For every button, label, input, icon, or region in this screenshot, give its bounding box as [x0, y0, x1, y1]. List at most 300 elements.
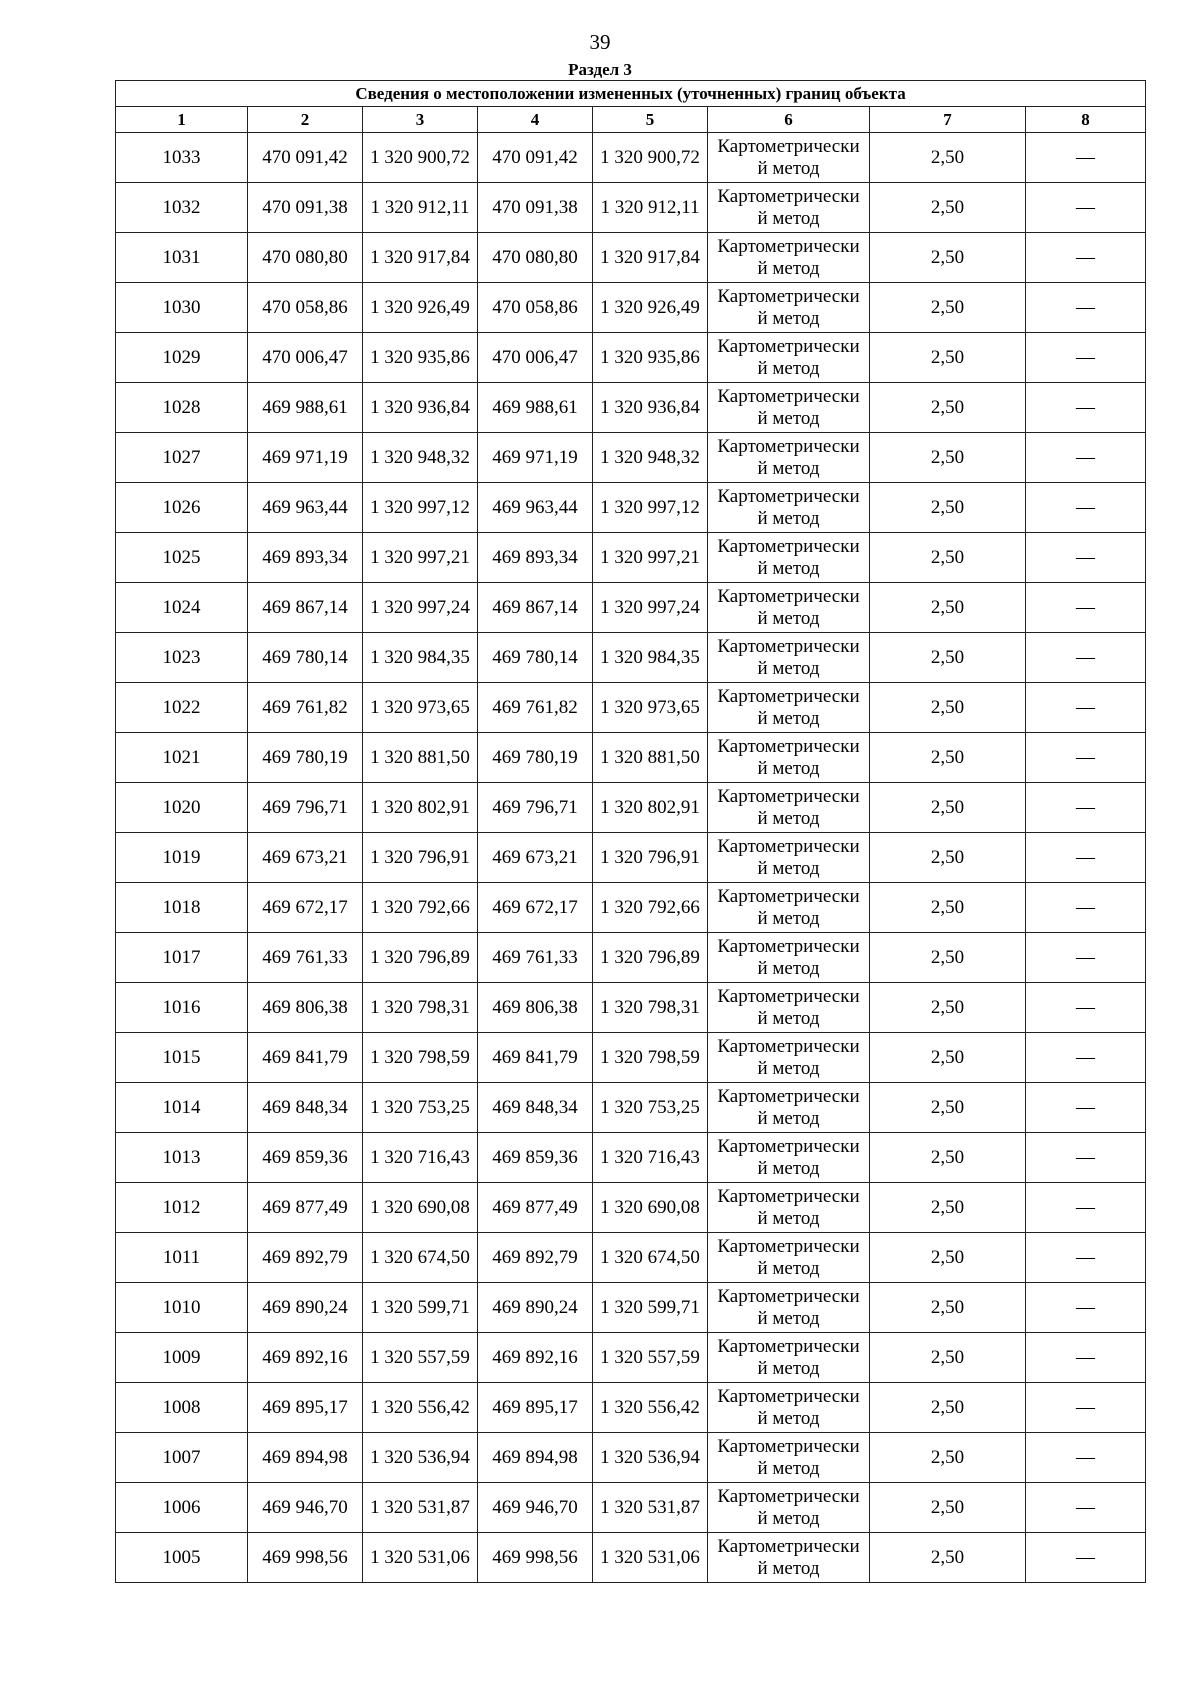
- point-number-cell: 1030: [116, 283, 248, 333]
- method-line-1: Картометрически: [717, 635, 860, 657]
- y-coord-old-cell: 1 320 912,11: [363, 183, 478, 233]
- point-number-cell: 1028: [116, 383, 248, 433]
- table-row: [116, 983, 1146, 1033]
- point-number-cell: 1005: [116, 1533, 248, 1583]
- column-8-cell: —: [1026, 383, 1146, 433]
- column-8-cell: —: [1026, 1433, 1146, 1483]
- column-number-2: 2: [248, 107, 363, 133]
- method-line-1: Картометрически: [717, 1035, 860, 1057]
- accuracy-cell: 2,50: [870, 1283, 1026, 1333]
- point-number-cell: 1022: [116, 683, 248, 733]
- accuracy-cell: 2,50: [870, 183, 1026, 233]
- x-coord-new-cell: 469 998,56: [478, 1533, 593, 1583]
- method-line-2: й метод: [757, 957, 820, 979]
- accuracy-cell: 2,50: [870, 233, 1026, 283]
- y-coord-old-cell: 1 320 753,25: [363, 1083, 478, 1133]
- method-line-1: Картометрически: [717, 335, 860, 357]
- accuracy-cell: 2,50: [870, 633, 1026, 683]
- method-cell: [708, 1433, 870, 1483]
- x-coord-old-cell: 469 673,21: [248, 833, 363, 883]
- table-row: [116, 1533, 1146, 1583]
- column-8-cell: —: [1026, 633, 1146, 683]
- x-coord-old-cell: 469 998,56: [248, 1533, 363, 1583]
- table-row: [116, 683, 1146, 733]
- method-line-1: Картометрически: [717, 1085, 860, 1107]
- method-line-1: Картометрически: [717, 1235, 860, 1257]
- table-row: [116, 1333, 1146, 1383]
- x-coord-new-cell: 469 890,24: [478, 1283, 593, 1333]
- y-coord-new-cell: 1 320 798,31: [593, 983, 708, 1033]
- accuracy-cell: 2,50: [870, 1033, 1026, 1083]
- method-line-1: Картометрически: [717, 1185, 860, 1207]
- accuracy-cell: 2,50: [870, 433, 1026, 483]
- method-line-1: Картометрически: [717, 1535, 860, 1557]
- point-number-cell: 1026: [116, 483, 248, 533]
- y-coord-old-cell: 1 320 716,43: [363, 1133, 478, 1183]
- method-cell: [708, 233, 870, 283]
- x-coord-old-cell: 469 806,38: [248, 983, 363, 1033]
- y-coord-old-cell: 1 320 674,50: [363, 1233, 478, 1283]
- method-cell: [708, 183, 870, 233]
- table-row: [116, 133, 1146, 183]
- column-8-cell: —: [1026, 783, 1146, 833]
- x-coord-new-cell: 470 080,80: [478, 233, 593, 283]
- method-line-2: й метод: [757, 357, 820, 379]
- column-8-cell: —: [1026, 733, 1146, 783]
- column-8-cell: —: [1026, 683, 1146, 733]
- y-coord-new-cell: 1 320 935,86: [593, 333, 708, 383]
- y-coord-old-cell: 1 320 556,42: [363, 1383, 478, 1433]
- point-number-cell: 1023: [116, 633, 248, 683]
- method-line-1: Картометрически: [717, 185, 860, 207]
- column-8-cell: —: [1026, 583, 1146, 633]
- x-coord-old-cell: 469 867,14: [248, 583, 363, 633]
- x-coord-new-cell: 469 894,98: [478, 1433, 593, 1483]
- y-coord-new-cell: 1 320 531,87: [593, 1483, 708, 1533]
- y-coord-old-cell: 1 320 936,84: [363, 383, 478, 433]
- x-coord-new-cell: 470 091,42: [478, 133, 593, 183]
- point-number-cell: 1017: [116, 933, 248, 983]
- column-8-cell: —: [1026, 1233, 1146, 1283]
- x-coord-old-cell: 469 761,82: [248, 683, 363, 733]
- accuracy-cell: 2,50: [870, 983, 1026, 1033]
- column-8-cell: —: [1026, 483, 1146, 533]
- method-line-1: Картометрически: [717, 1135, 860, 1157]
- y-coord-old-cell: 1 320 997,24: [363, 583, 478, 633]
- column-8-cell: —: [1026, 1033, 1146, 1083]
- x-coord-old-cell: 469 859,36: [248, 1133, 363, 1183]
- method-line-2: й метод: [757, 1457, 820, 1479]
- method-cell: [708, 733, 870, 783]
- y-coord-new-cell: 1 320 881,50: [593, 733, 708, 783]
- y-coord-old-cell: 1 320 798,59: [363, 1033, 478, 1083]
- method-cell: [708, 1133, 870, 1183]
- y-coord-old-cell: 1 320 531,06: [363, 1533, 478, 1583]
- column-8-cell: —: [1026, 1283, 1146, 1333]
- x-coord-old-cell: 469 971,19: [248, 433, 363, 483]
- accuracy-cell: 2,50: [870, 1133, 1026, 1183]
- x-coord-new-cell: 469 971,19: [478, 433, 593, 483]
- x-coord-old-cell: 469 841,79: [248, 1033, 363, 1083]
- point-number-cell: 1016: [116, 983, 248, 1033]
- method-line-2: й метод: [757, 507, 820, 529]
- y-coord-new-cell: 1 320 926,49: [593, 283, 708, 333]
- y-coord-old-cell: 1 320 984,35: [363, 633, 478, 683]
- y-coord-old-cell: 1 320 935,86: [363, 333, 478, 383]
- accuracy-cell: 2,50: [870, 383, 1026, 433]
- y-coord-new-cell: 1 320 936,84: [593, 383, 708, 433]
- method-line-2: й метод: [757, 457, 820, 479]
- method-line-1: Картометрически: [717, 485, 860, 507]
- method-cell: [708, 1183, 870, 1233]
- method-cell: [708, 533, 870, 583]
- point-number-cell: 1024: [116, 583, 248, 633]
- column-8-cell: —: [1026, 1133, 1146, 1183]
- column-8-cell: —: [1026, 983, 1146, 1033]
- point-number-cell: 1012: [116, 1183, 248, 1233]
- method-line-1: Картометрически: [717, 285, 860, 307]
- table-row: [116, 733, 1146, 783]
- page-number: 39: [589, 30, 611, 54]
- table-body: [116, 133, 1146, 1583]
- y-coord-old-cell: 1 320 997,21: [363, 533, 478, 583]
- y-coord-new-cell: 1 320 690,08: [593, 1183, 708, 1233]
- accuracy-cell: 2,50: [870, 933, 1026, 983]
- y-coord-new-cell: 1 320 796,91: [593, 833, 708, 883]
- y-coord-old-cell: 1 320 881,50: [363, 733, 478, 783]
- point-number-cell: 1033: [116, 133, 248, 183]
- y-coord-new-cell: 1 320 557,59: [593, 1333, 708, 1383]
- method-line-1: Картометрически: [717, 435, 860, 457]
- point-number-cell: 1027: [116, 433, 248, 483]
- y-coord-new-cell: 1 320 556,42: [593, 1383, 708, 1433]
- x-coord-new-cell: 469 867,14: [478, 583, 593, 633]
- y-coord-old-cell: 1 320 531,87: [363, 1483, 478, 1533]
- table-row: [116, 1383, 1146, 1433]
- method-line-1: Картометрически: [717, 1335, 860, 1357]
- x-coord-new-cell: 470 006,47: [478, 333, 593, 383]
- x-coord-new-cell: 469 893,34: [478, 533, 593, 583]
- y-coord-new-cell: 1 320 900,72: [593, 133, 708, 183]
- method-line-1: Картометрически: [717, 1385, 860, 1407]
- y-coord-old-cell: 1 320 690,08: [363, 1183, 478, 1233]
- column-8-cell: —: [1026, 333, 1146, 383]
- method-line-1: Картометрически: [717, 1285, 860, 1307]
- x-coord-old-cell: 469 848,34: [248, 1083, 363, 1133]
- column-8-cell: —: [1026, 183, 1146, 233]
- y-coord-new-cell: 1 320 912,11: [593, 183, 708, 233]
- method-line-1: Картометрически: [717, 785, 860, 807]
- accuracy-cell: 2,50: [870, 733, 1026, 783]
- method-cell: [708, 1533, 870, 1583]
- method-cell: [708, 283, 870, 333]
- method-line-2: й метод: [757, 207, 820, 229]
- method-cell: [708, 1083, 870, 1133]
- table-row: [116, 533, 1146, 583]
- method-line-1: Картометрически: [717, 1435, 860, 1457]
- method-line-1: Картометрически: [717, 135, 860, 157]
- accuracy-cell: 2,50: [870, 483, 1026, 533]
- method-cell: [708, 633, 870, 683]
- x-coord-new-cell: 469 761,33: [478, 933, 593, 983]
- y-coord-new-cell: 1 320 973,65: [593, 683, 708, 733]
- method-line-2: й метод: [757, 1107, 820, 1129]
- y-coord-old-cell: 1 320 796,91: [363, 833, 478, 883]
- table-row: [116, 333, 1146, 383]
- point-number-cell: 1013: [116, 1133, 248, 1183]
- method-line-2: й метод: [757, 157, 820, 179]
- table-row: [116, 1483, 1146, 1533]
- column-8-cell: —: [1026, 433, 1146, 483]
- x-coord-old-cell: 469 796,71: [248, 783, 363, 833]
- method-line-1: Картометрически: [717, 585, 860, 607]
- column-8-cell: —: [1026, 883, 1146, 933]
- method-cell: [708, 883, 870, 933]
- boundary-coordinates-table: [115, 80, 1146, 1583]
- column-8-cell: —: [1026, 833, 1146, 883]
- method-line-2: й метод: [757, 757, 820, 779]
- column-8-cell: —: [1026, 1383, 1146, 1433]
- y-coord-old-cell: 1 320 792,66: [363, 883, 478, 933]
- y-coord-old-cell: 1 320 973,65: [363, 683, 478, 733]
- column-8-cell: —: [1026, 533, 1146, 583]
- method-cell: [708, 1383, 870, 1433]
- method-line-1: Картометрически: [717, 1485, 860, 1507]
- y-coord-old-cell: 1 320 796,89: [363, 933, 478, 983]
- column-number-5: 5: [593, 107, 708, 133]
- accuracy-cell: 2,50: [870, 683, 1026, 733]
- y-coord-new-cell: 1 320 984,35: [593, 633, 708, 683]
- x-coord-old-cell: 469 946,70: [248, 1483, 363, 1533]
- method-line-1: Картометрически: [717, 885, 860, 907]
- x-coord-new-cell: 469 761,82: [478, 683, 593, 733]
- x-coord-old-cell: 469 672,17: [248, 883, 363, 933]
- table-row: [116, 1183, 1146, 1233]
- table-row: [116, 833, 1146, 883]
- x-coord-old-cell: 469 761,33: [248, 933, 363, 983]
- table-row: [116, 433, 1146, 483]
- accuracy-cell: 2,50: [870, 283, 1026, 333]
- column-8-cell: —: [1026, 1183, 1146, 1233]
- method-line-1: Картометрически: [717, 235, 860, 257]
- method-line-2: й метод: [757, 1357, 820, 1379]
- accuracy-cell: 2,50: [870, 783, 1026, 833]
- accuracy-cell: 2,50: [870, 133, 1026, 183]
- method-line-2: й метод: [757, 1257, 820, 1279]
- method-cell: [708, 983, 870, 1033]
- column-8-cell: —: [1026, 933, 1146, 983]
- point-number-cell: 1015: [116, 1033, 248, 1083]
- method-line-2: й метод: [757, 707, 820, 729]
- column-number-row: [116, 107, 1146, 133]
- x-coord-old-cell: 469 780,19: [248, 733, 363, 783]
- y-coord-new-cell: 1 320 997,21: [593, 533, 708, 583]
- accuracy-cell: 2,50: [870, 833, 1026, 883]
- method-line-2: й метод: [757, 907, 820, 929]
- y-coord-old-cell: 1 320 917,84: [363, 233, 478, 283]
- y-coord-new-cell: 1 320 802,91: [593, 783, 708, 833]
- point-number-cell: 1011: [116, 1233, 248, 1283]
- method-line-1: Картометрически: [717, 935, 860, 957]
- x-coord-new-cell: 469 796,71: [478, 783, 593, 833]
- accuracy-cell: 2,50: [870, 1433, 1026, 1483]
- x-coord-new-cell: 469 988,61: [478, 383, 593, 433]
- x-coord-old-cell: 469 890,24: [248, 1283, 363, 1333]
- method-line-2: й метод: [757, 1057, 820, 1079]
- x-coord-old-cell: 469 894,98: [248, 1433, 363, 1483]
- method-cell: [708, 1233, 870, 1283]
- method-cell: [708, 133, 870, 183]
- accuracy-cell: 2,50: [870, 533, 1026, 583]
- section-title: Раздел 3: [568, 60, 632, 79]
- x-coord-new-cell: 469 892,79: [478, 1233, 593, 1283]
- point-number-cell: 1009: [116, 1333, 248, 1383]
- column-number-1: 1: [116, 107, 248, 133]
- x-coord-new-cell: 469 780,14: [478, 633, 593, 683]
- accuracy-cell: 2,50: [870, 1233, 1026, 1283]
- y-coord-old-cell: 1 320 557,59: [363, 1333, 478, 1383]
- point-number-cell: 1018: [116, 883, 248, 933]
- column-number-7: 7: [870, 107, 1026, 133]
- method-cell: [708, 483, 870, 533]
- y-coord-old-cell: 1 320 802,91: [363, 783, 478, 833]
- table-row: [116, 483, 1146, 533]
- point-number-cell: 1032: [116, 183, 248, 233]
- table-row: [116, 883, 1146, 933]
- accuracy-cell: 2,50: [870, 1183, 1026, 1233]
- y-coord-new-cell: 1 320 917,84: [593, 233, 708, 283]
- method-line-2: й метод: [757, 1207, 820, 1229]
- method-cell: [708, 1283, 870, 1333]
- method-cell: [708, 583, 870, 633]
- y-coord-new-cell: 1 320 997,24: [593, 583, 708, 633]
- point-number-cell: 1006: [116, 1483, 248, 1533]
- method-line-2: й метод: [757, 1407, 820, 1429]
- method-line-1: Картометрически: [717, 735, 860, 757]
- method-cell: [708, 933, 870, 983]
- method-line-2: й метод: [757, 807, 820, 829]
- point-number-cell: 1007: [116, 1433, 248, 1483]
- point-number-cell: 1008: [116, 1383, 248, 1433]
- x-coord-old-cell: 470 091,42: [248, 133, 363, 183]
- y-coord-new-cell: 1 320 948,32: [593, 433, 708, 483]
- y-coord-old-cell: 1 320 599,71: [363, 1283, 478, 1333]
- method-cell: [708, 1483, 870, 1533]
- point-number-cell: 1029: [116, 333, 248, 383]
- column-8-cell: —: [1026, 1333, 1146, 1383]
- accuracy-cell: 2,50: [870, 1333, 1026, 1383]
- y-coord-new-cell: 1 320 753,25: [593, 1083, 708, 1133]
- point-number-cell: 1021: [116, 733, 248, 783]
- point-number-cell: 1010: [116, 1283, 248, 1333]
- table-row: [116, 183, 1146, 233]
- x-coord-new-cell: 469 892,16: [478, 1333, 593, 1383]
- x-coord-new-cell: 469 963,44: [478, 483, 593, 533]
- x-coord-new-cell: 469 946,70: [478, 1483, 593, 1533]
- method-line-2: й метод: [757, 607, 820, 629]
- table-row: [116, 633, 1146, 683]
- method-line-1: Картометрически: [717, 535, 860, 557]
- method-line-1: Картометрически: [717, 685, 860, 707]
- table-row: [116, 783, 1146, 833]
- method-line-2: й метод: [757, 307, 820, 329]
- accuracy-cell: 2,50: [870, 1083, 1026, 1133]
- x-coord-new-cell: 469 672,17: [478, 883, 593, 933]
- y-coord-new-cell: 1 320 536,94: [593, 1433, 708, 1483]
- method-cell: [708, 683, 870, 733]
- y-coord-new-cell: 1 320 796,89: [593, 933, 708, 983]
- y-coord-old-cell: 1 320 900,72: [363, 133, 478, 183]
- table-caption: Сведения о местоположении измененных (уточненных) границ объекта: [116, 81, 1146, 107]
- accuracy-cell: 2,50: [870, 583, 1026, 633]
- method-line-2: й метод: [757, 557, 820, 579]
- x-coord-new-cell: 470 058,86: [478, 283, 593, 333]
- table-row: [116, 1283, 1146, 1333]
- point-number-cell: 1031: [116, 233, 248, 283]
- y-coord-old-cell: 1 320 997,12: [363, 483, 478, 533]
- method-line-2: й метод: [757, 1557, 820, 1579]
- column-8-cell: —: [1026, 1083, 1146, 1133]
- method-line-2: й метод: [757, 407, 820, 429]
- x-coord-old-cell: 469 895,17: [248, 1383, 363, 1433]
- method-cell: [708, 1033, 870, 1083]
- y-coord-old-cell: 1 320 948,32: [363, 433, 478, 483]
- y-coord-new-cell: 1 320 531,06: [593, 1533, 708, 1583]
- column-8-cell: —: [1026, 1483, 1146, 1533]
- method-line-1: Картометрически: [717, 385, 860, 407]
- method-line-2: й метод: [757, 1507, 820, 1529]
- table-row: [116, 1433, 1146, 1483]
- table-row: [116, 1233, 1146, 1283]
- x-coord-old-cell: 470 091,38: [248, 183, 363, 233]
- y-coord-new-cell: 1 320 674,50: [593, 1233, 708, 1283]
- x-coord-new-cell: 469 780,19: [478, 733, 593, 783]
- y-coord-new-cell: 1 320 798,59: [593, 1033, 708, 1083]
- x-coord-new-cell: 469 673,21: [478, 833, 593, 883]
- x-coord-old-cell: 469 877,49: [248, 1183, 363, 1233]
- x-coord-old-cell: 469 780,14: [248, 633, 363, 683]
- table-row: [116, 1083, 1146, 1133]
- point-number-cell: 1019: [116, 833, 248, 883]
- x-coord-new-cell: 470 091,38: [478, 183, 593, 233]
- column-number-8: 8: [1026, 107, 1146, 133]
- accuracy-cell: 2,50: [870, 1483, 1026, 1533]
- y-coord-old-cell: 1 320 926,49: [363, 283, 478, 333]
- method-cell: [708, 833, 870, 883]
- column-8-cell: —: [1026, 1533, 1146, 1583]
- method-line-2: й метод: [757, 1307, 820, 1329]
- method-line-2: й метод: [757, 1007, 820, 1029]
- table-row: [116, 583, 1146, 633]
- y-coord-old-cell: 1 320 798,31: [363, 983, 478, 1033]
- x-coord-old-cell: 469 892,79: [248, 1233, 363, 1283]
- y-coord-new-cell: 1 320 997,12: [593, 483, 708, 533]
- column-8-cell: —: [1026, 283, 1146, 333]
- column-8-cell: —: [1026, 133, 1146, 183]
- x-coord-new-cell: 469 859,36: [478, 1133, 593, 1183]
- method-line-1: Картометрически: [717, 985, 860, 1007]
- method-cell: [708, 783, 870, 833]
- table-row: [116, 933, 1146, 983]
- column-8-cell: —: [1026, 233, 1146, 283]
- x-coord-old-cell: 469 893,34: [248, 533, 363, 583]
- method-cell: [708, 383, 870, 433]
- y-coord-new-cell: 1 320 792,66: [593, 883, 708, 933]
- y-coord-old-cell: 1 320 536,94: [363, 1433, 478, 1483]
- method-line-2: й метод: [757, 857, 820, 879]
- y-coord-new-cell: 1 320 716,43: [593, 1133, 708, 1183]
- accuracy-cell: 2,50: [870, 333, 1026, 383]
